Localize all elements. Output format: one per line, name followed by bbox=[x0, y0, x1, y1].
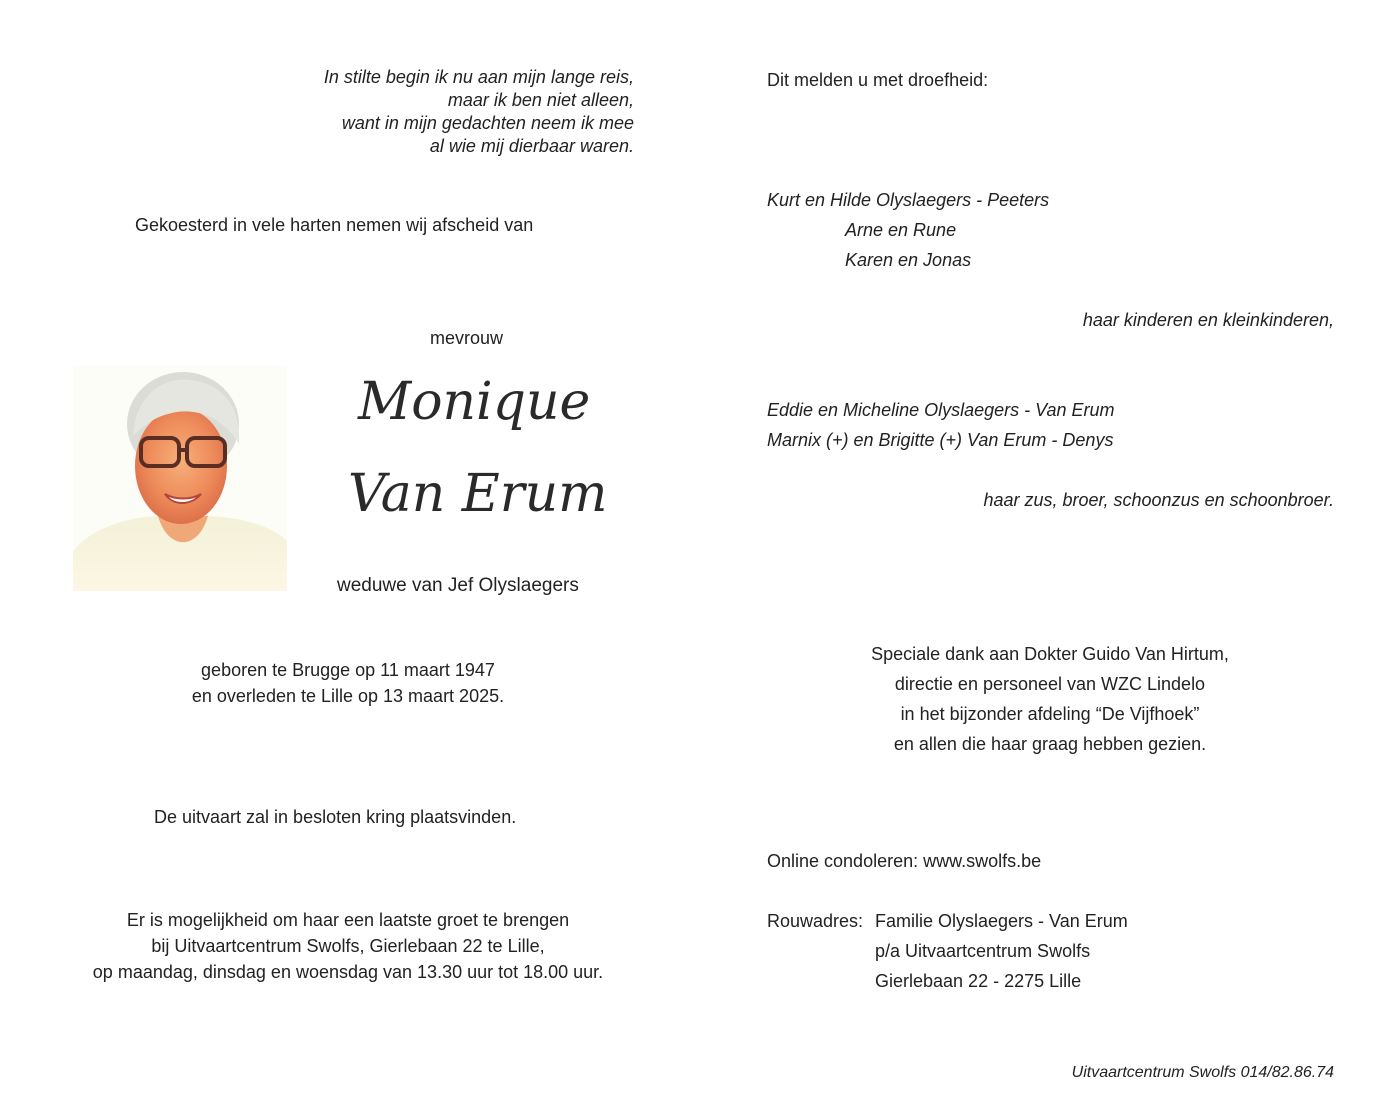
children-relation: haar kinderen en kleinkinderen, bbox=[1082, 310, 1334, 330]
first-name: Monique bbox=[358, 372, 591, 432]
footer-contact: Uitvaartcentrum Swolfs 014/82.86.74 bbox=[1071, 1064, 1334, 1081]
visit-line: bij Uitvaartcentrum Swolfs, Gierlebaan 22 te Lille, bbox=[151, 936, 545, 956]
sibling-line: Eddie en Micheline Olyslaegers - Van Erum bbox=[767, 400, 1115, 420]
visit-line: op maandag, dinsdag en woensdag van 13.30 uur tot 18.00 uur. bbox=[92, 962, 604, 982]
address-line: Familie Olyslaegers - Van Erum bbox=[875, 911, 1128, 931]
children-parents: Kurt en Hilde Olyslaegers - Peeters bbox=[767, 190, 1050, 210]
address-label: Rouwadres: bbox=[767, 911, 864, 931]
portrait-photo-icon bbox=[73, 366, 287, 591]
thanks-block bbox=[800, 639, 1300, 759]
sibling-line: Marnix (+) en Brigitte (+) Van Erum - Denys bbox=[767, 430, 1114, 450]
grandchildren-line: Arne en Rune bbox=[845, 220, 957, 240]
poem bbox=[250, 66, 634, 158]
born-line: geboren te Brugge op 11 maart 1947 bbox=[201, 660, 495, 680]
honorific: mevrouw bbox=[430, 328, 504, 348]
portrait-photo bbox=[73, 366, 287, 591]
thanks-line: in het bijzonder afdeling “De Vijfhoek” bbox=[900, 704, 1200, 724]
grandchildren-line: Karen en Jonas bbox=[845, 250, 972, 270]
last-name: Van Erum bbox=[348, 464, 608, 524]
siblings-relation: haar zus, broer, schoonzus en schoonbroer. bbox=[983, 490, 1334, 510]
birth-death bbox=[148, 659, 548, 708]
visit-line: Er is mogelijkheid om haar een laatste groet te brengen bbox=[126, 910, 570, 930]
address-line: p/a Uitvaartcentrum Swolfs bbox=[875, 941, 1091, 961]
thanks-line: en allen die haar graag hebben gezien. bbox=[893, 734, 1207, 754]
address-line: Gierlebaan 22 - 2275 Lille bbox=[875, 971, 1082, 991]
intro-text: Gekoesterd in vele harten nemen wij afscheid van bbox=[135, 215, 534, 235]
widow-of: weduwe van Jef Olyslaegers bbox=[337, 575, 579, 596]
online-condolences: Online condoleren: www.swolfs.be bbox=[767, 851, 1042, 871]
funeral-text: De uitvaart zal in besloten kring plaatsvinden. bbox=[154, 807, 517, 827]
thanks-line: directie en personeel van WZC Lindelo bbox=[894, 674, 1206, 694]
thanks-line: Speciale dank aan Dokter Guido Van Hirtum, bbox=[871, 644, 1229, 664]
died-line: en overleden te Lille op 13 maart 2025. bbox=[191, 686, 505, 706]
poem-line: al wie mij dierbaar waren. bbox=[429, 136, 634, 156]
visit-info bbox=[48, 909, 648, 984]
poem-line: maar ik ben niet alleen, bbox=[447, 90, 634, 110]
poem-line: In stilte begin ik nu aan mijn lange reis, bbox=[323, 67, 634, 87]
poem-line: want in mijn gedachten neem ik mee bbox=[341, 113, 634, 133]
announce-text: Dit melden u met droefheid: bbox=[767, 70, 989, 90]
